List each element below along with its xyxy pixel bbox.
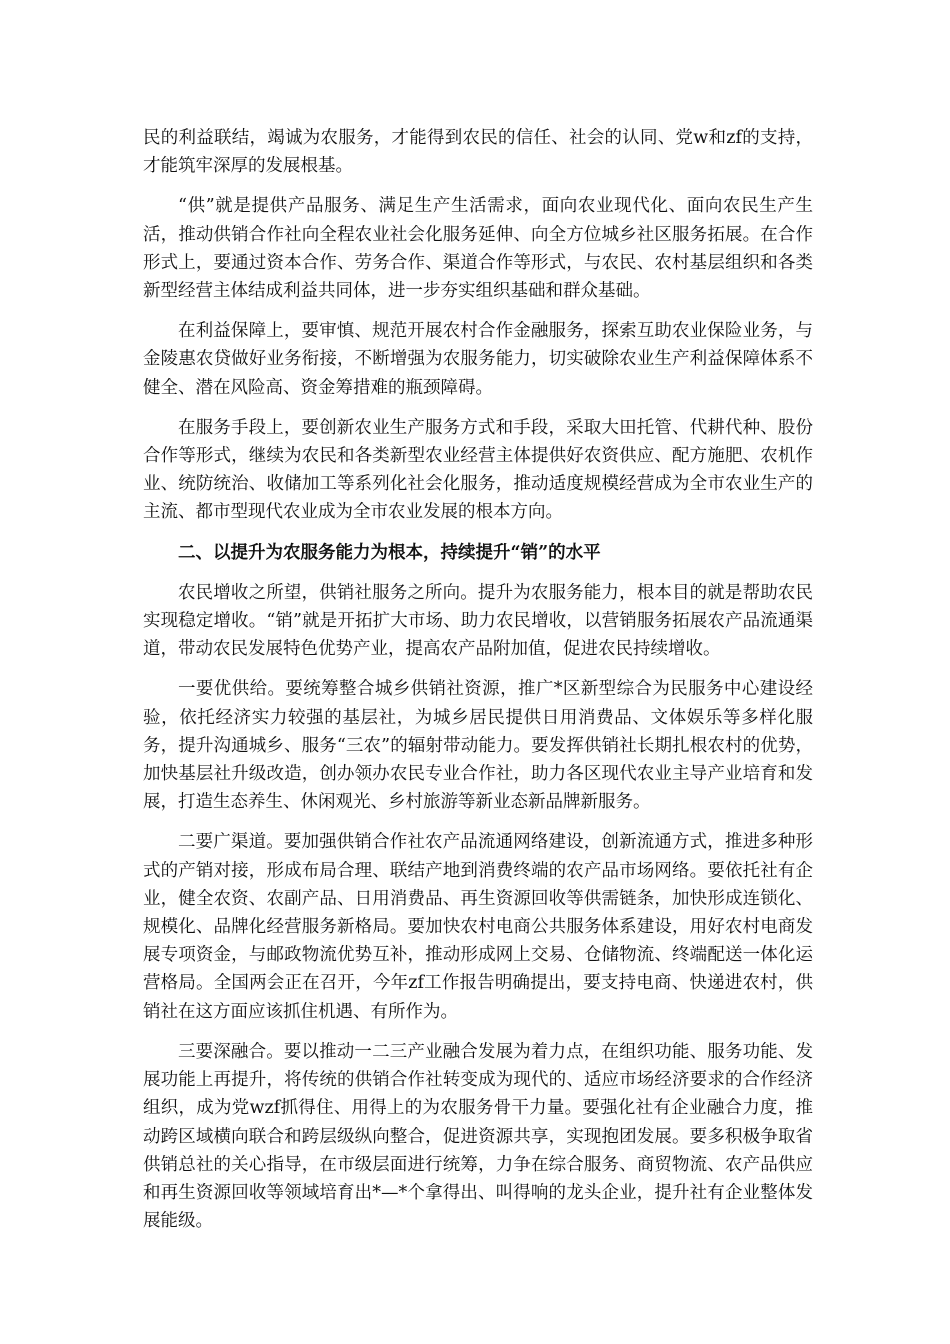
section-heading: 二、以提升为农服务能力为根本，持续提升“销”的水平	[178, 542, 601, 563]
paragraph-deep-integration: 三要深融合。要以推动一二三产业融合发展为着力点，在组织功能、服务功能、发展功能上再提升，将传统的供销合作社转变成为现代的、适应市场经济要求的合作经济组织，成为党wzf抓得住、用得上的为农服务骨干力量。要强化社有企业融合力度，推动跨区域横向联合和跨层级纵向整合，促进资源共享，实现抱团发展。要多积极争取省供销总社的关心指导，在市级层面进行统筹，力争在综合服务、商贸物流、农产品供应和再生资源回收等领域培育出*—*个拿得出、叫得响的龙头企业，提升社有企业整体发展能级。	[143, 1041, 813, 1232]
paragraph-optimize-supply: 一要优供给。要统筹整合城乡供销社资源，推广*区新型综合为民服务中心建设经验，依托经济实力较强的基层社，为城乡居民提供日用消费品、文体娱乐等多样化服务，提升沟通城乡、服务“三农”的辐射带动能力。要发挥供销社长期扎根农村的优势，加快基层社升级改造，创办领办农民专业合作社，助力各区现代农业主导产业培育和发展，打造生态养生、休闲观光、乡村旅游等新业态新品牌新服务。	[143, 679, 813, 813]
paragraph-broaden-channels: 二要广渠道。要加强供销合作社农产品流通网络建设，创新流通方式，推进多种形式的产销对接，形成布局合理、联结产地到消费终端的农产品市场网络。要依托社有企业，健全农资、农副产品、日用消费品、再生资源回收等供需链条，加快形成连锁化、规模化、品牌化经营服务新格局。要加快农村电商公共服务体系建设，用好农村电商发展专项资金，与邮政物流优势互补，推动形成网上交易、仓储物流、终端配送一体化运营格局。全国两会正在召开，今年zf工作报告明确提出，要支持电商、快递进农村，供销社在这方面应该抓住机遇、有所作为。	[143, 832, 813, 1022]
paragraph-continued: 民的利益联结，竭诚为农服务，才能得到农民的信任、社会的认同、党w和zf的支持，才能筑牢深厚的发展根基。	[143, 128, 813, 177]
paragraph-service-means: 在服务手段上，要创新农业生产服务方式和手段，采取大田托管、代耕代种、股份合作等形式，继续为农民和各类新型农业经营主体提供好农资供应、配方施肥、农机作业、统防统治、收储加工等系列化社会化服务，推动适度规模经营成为全市农业生产的主流、都市型现代农业成为全市农业发展的根本方向。	[143, 417, 813, 523]
paragraph-supply: “供”就是提供产品服务、满足生产生活需求，面向农业现代化、面向农民生产生活，推动供销合作社向全程农业社会化服务延伸、向全方位城乡社区服务拓展。在合作形式上，要通过资本合作、劳务合作、渠道合作等形式，与农民、农村基层组织和各类新型经营主体结成利益共同体，进一步夯实组织基础和群众基础。	[143, 196, 813, 302]
paragraph-sales-intro: 农民增收之所望，供销社服务之所向。提升为农服务能力，根本目的就是帮助农民实现稳定增收。“销”就是开拓扩大市场、助力农民增收，以营销服务拓展农产品流通渠道，带动农民发展特色优势产业，提高农产品附加值，促进农民持续增收。	[143, 582, 813, 660]
paragraph-benefit-guarantee: 在利益保障上，要审慎、规范开展农村合作金融服务，探索互助农业保险业务，与金陵惠农贷做好业务衔接，不断增强为农服务能力，切实破除农业生产利益保障体系不健全、潜在风险高、资金筹措难的瓶颈障碍。	[143, 321, 813, 398]
document-page	[143, 124, 813, 1235]
